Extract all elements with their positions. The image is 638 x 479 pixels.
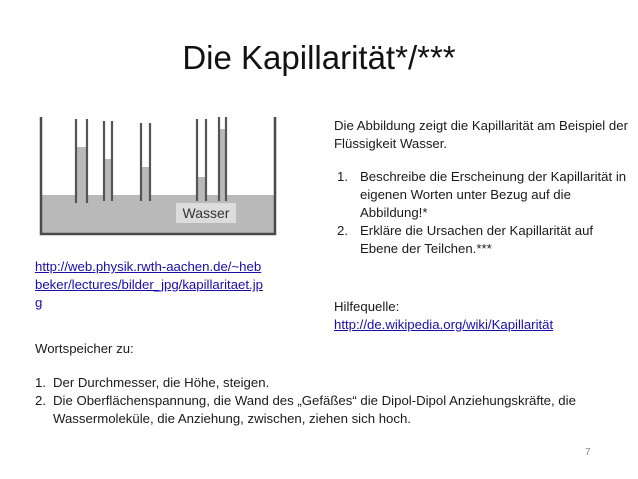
page-number: 7 <box>585 447 591 458</box>
image-source-link[interactable]: http://web.physik.rwth-aachen.de/~hebbeker/lectures/bilder_jpg/kapillaritaet.jpg <box>35 259 263 310</box>
task-number: 1. <box>337 169 348 184</box>
task-item <box>334 168 630 222</box>
task-list <box>334 168 630 258</box>
wortspeicher-list <box>35 374 625 428</box>
description-block <box>334 117 630 258</box>
figure-label: Wasser <box>182 205 230 221</box>
help-label: Hilfequelle: <box>334 299 400 314</box>
tube-water-1 <box>77 147 86 195</box>
wortspeicher-item <box>35 392 625 428</box>
tube-water-5 <box>220 129 225 195</box>
task-text: Beschreibe die Erscheinung der Kapillarität in eigenen Worten unter Bezug auf die Abbildung!* <box>360 169 627 220</box>
wortspeicher-number: 1. <box>35 375 46 390</box>
wortspeicher-heading: Wortspeicher zu: <box>35 341 134 356</box>
capillarity-figure <box>38 107 278 237</box>
wortspeicher-item <box>35 374 625 392</box>
wortspeicher-text: Die Oberflächenspannung, die Wand des „Gefäßes“ die Dipol-Dipol Anziehungskräfte, die Wassermoleküle, die Anziehung, zwischen, ziehen sich hoch. <box>53 393 576 426</box>
help-block <box>334 298 630 334</box>
tube-water-4 <box>198 177 205 195</box>
slide-title: Die Kapillarität*/*** <box>182 39 456 76</box>
task-item <box>334 222 630 258</box>
wortspeicher-number: 2. <box>35 393 46 408</box>
task-number: 2. <box>337 223 348 238</box>
wikipedia-link[interactable]: http://de.wikipedia.org/wiki/Kapillarität <box>334 317 554 332</box>
tube-water-3 <box>142 167 149 195</box>
task-text: Erkläre die Ursachen der Kapillarität auf Ebene der Teilchen.*** <box>360 223 594 256</box>
tube-water-2 <box>105 159 111 195</box>
capillary-tubes-illustration <box>38 107 278 237</box>
wortspeicher-text: Der Durchmesser, die Höhe, steigen. <box>53 375 270 390</box>
description-intro: Die Abbildung zeigt die Kapillarität am Beispiel der Flüssigkeit Wasser. <box>334 118 628 151</box>
wortspeicher-block <box>35 340 625 428</box>
